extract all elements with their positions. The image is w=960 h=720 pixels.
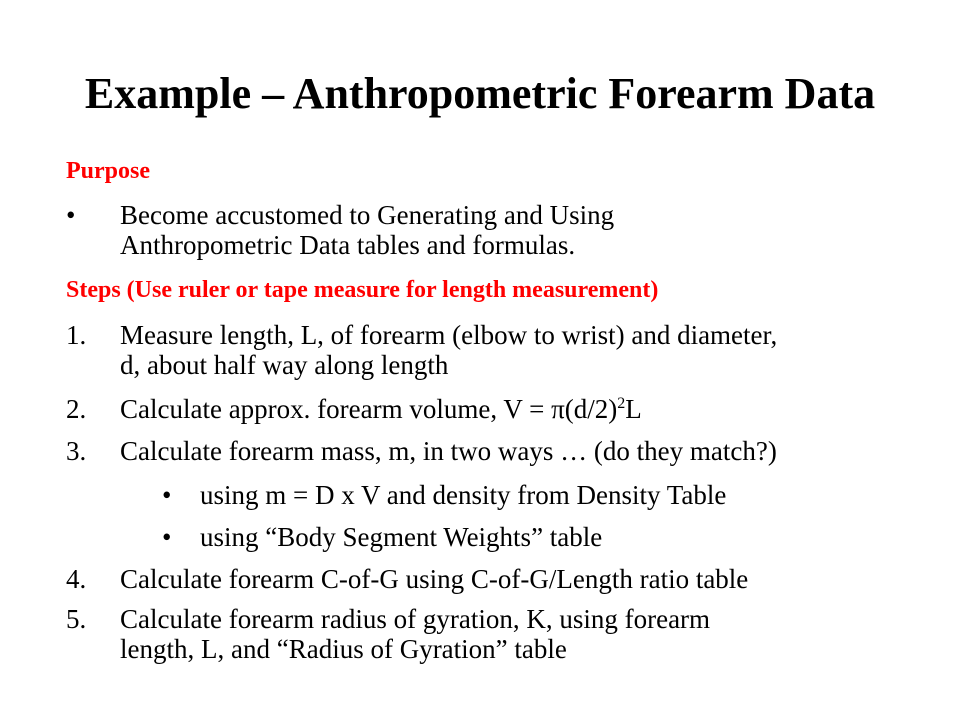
- step-3-subitem-1: [162, 480, 942, 512]
- step-number: 2.: [66, 394, 87, 424]
- step-line: d, about half way along length: [120, 350, 449, 380]
- bullet-marker: •: [66, 200, 76, 230]
- purpose-heading: Purpose: [66, 158, 150, 184]
- step-number: 4.: [66, 564, 87, 594]
- step-number: 1.: [66, 320, 87, 350]
- step-line: Calculate forearm radius of gyration, K, using forearm: [120, 604, 711, 634]
- purpose-text: [120, 200, 614, 260]
- step-line: length, L, and “Radius of Gyration” table: [120, 634, 567, 664]
- step-line: [120, 394, 642, 424]
- subitem-text: [200, 480, 726, 510]
- volume-formula-text: Calculate approx. forearm volume, V = π(d/2): [120, 394, 618, 424]
- step-item-3: [66, 436, 946, 468]
- step-text: [120, 394, 642, 424]
- steps-heading: Steps (Use ruler or tape measure for length measurement): [66, 277, 659, 303]
- sub-bullet-marker: •: [162, 480, 172, 510]
- subitem-line: using m = D x V and density from Density Table: [200, 480, 727, 510]
- volume-formula-suffix: L: [625, 394, 642, 424]
- step-text: [120, 320, 777, 380]
- step-number: 5.: [66, 604, 87, 634]
- step-3-subitem-2: [162, 522, 942, 554]
- superscript-exponent: 2: [617, 395, 626, 412]
- step-line: Measure length, L, of forearm (elbow to wrist) and diameter,: [120, 320, 778, 350]
- step-line: Calculate forearm mass, m, in two ways … (do they match?): [120, 436, 777, 466]
- purpose-line: Become accustomed to Generating and Using: [120, 200, 615, 230]
- sub-bullet-marker: •: [162, 522, 172, 552]
- step-text: [120, 564, 748, 594]
- step-item-2: [66, 394, 946, 426]
- step-text: [120, 436, 777, 466]
- step-item-1: [66, 320, 946, 382]
- step-item-5: [66, 604, 946, 666]
- step-number: 3.: [66, 436, 87, 466]
- slide-title: Example – Anthropometric Forearm Data: [84, 69, 876, 118]
- step-line: Calculate forearm C-of-G using C-of-G/Length ratio table: [120, 564, 749, 594]
- step-text: [120, 604, 710, 664]
- purpose-bullet: [66, 200, 946, 262]
- purpose-line: Anthropometric Data tables and formulas.: [120, 230, 576, 260]
- subitem-line: using “Body Segment Weights” table: [200, 522, 603, 552]
- subitem-text: [200, 522, 602, 552]
- step-item-4: [66, 564, 946, 596]
